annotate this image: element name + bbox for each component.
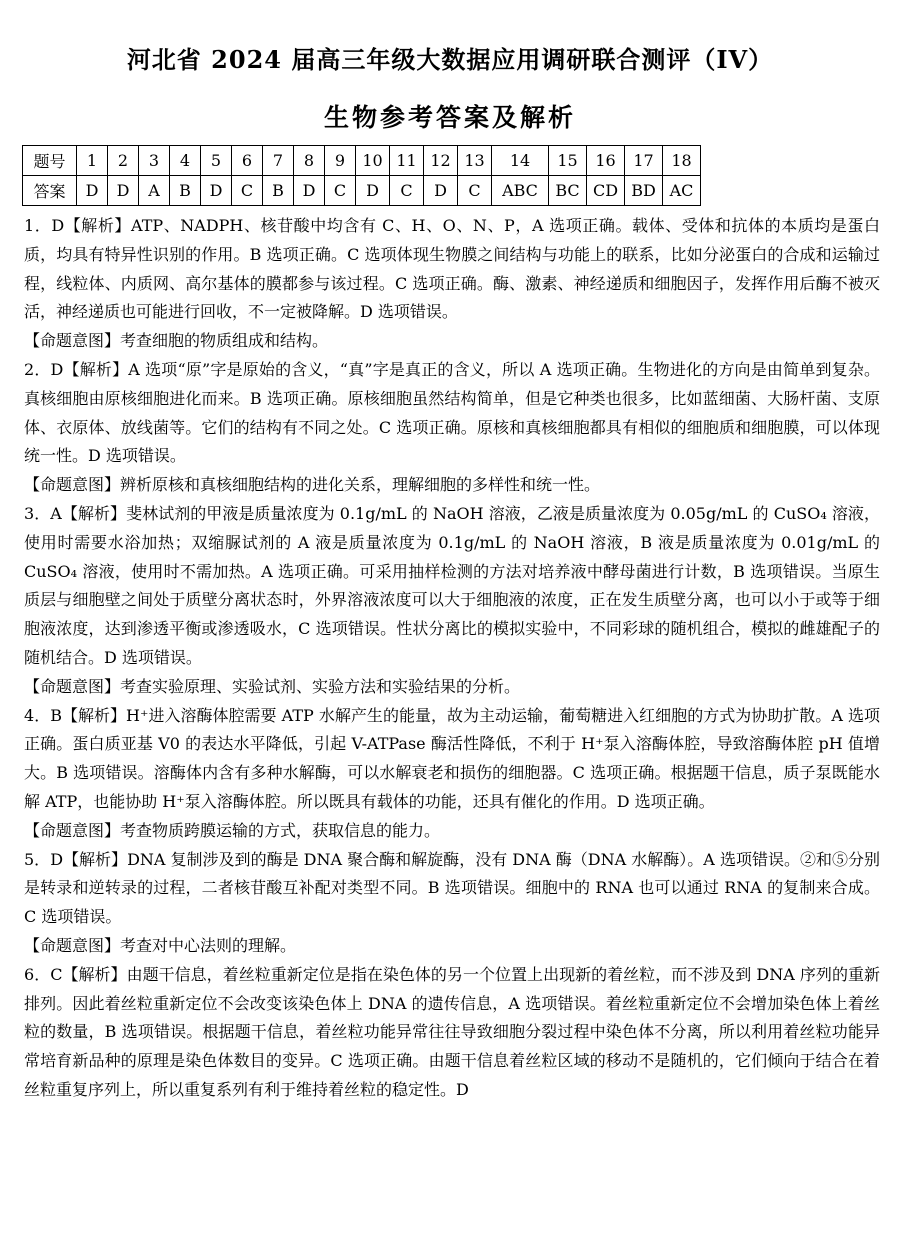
question-6-text: 由题干信息，着丝粒重新定位是指在染色体的另一个位置上出现新的着丝粒，而不涉及到 DNA 序列的重新排列。因此着丝粒重新定位不会改变该染色体上 DNA 的遗传信息，A 选项错误。着丝粒重新定位不会增加染色体上着丝粒的数量，B 选项错误。根据题干信息，着丝粒功能异常往往导致细胞分裂过程中染色体不分离，所以利用着丝粒功能异常培育新品种的原理是染色体数目的变异。C 选项正确。由题干信息着丝粒区域的移动不是随机的，它们倾向于结合在着丝粒重复序列上，所以重复系列有利于维持着丝粒的稳定性。D xyxy=(24,964,880,1099)
number-cell: 1 xyxy=(77,146,108,176)
number-cell: 2 xyxy=(108,146,139,176)
question-5-intent: 【命题意图】考查对中心法则的理解。 xyxy=(24,935,297,955)
answer-cell: B xyxy=(170,176,201,206)
question-2-intent: 【命题意图】辨析原核和真核细胞结构的进化关系，理解细胞的多样性和统一性。 xyxy=(24,475,601,495)
answer-cell: A xyxy=(139,176,170,206)
answer-cell: D xyxy=(77,176,108,206)
answer-cell: C xyxy=(232,176,263,206)
number-cell: 13 xyxy=(458,146,492,176)
question-4-explanation xyxy=(24,702,880,817)
row-label-number: 题号 xyxy=(23,146,77,176)
number-cell: 6 xyxy=(232,146,263,176)
answer-cell: ABC xyxy=(492,176,549,206)
number-cell: 9 xyxy=(325,146,356,176)
number-cell: 10 xyxy=(356,146,390,176)
number-cell: 11 xyxy=(390,146,424,176)
question-2-explanation xyxy=(24,356,880,471)
question-1-explanation xyxy=(24,212,880,327)
document-title: 河北省 2024 届高三年级大数据应用调研联合测评（IV） xyxy=(126,45,774,74)
question-1-head: 1．D【解析】 xyxy=(24,216,132,235)
question-5-explanation xyxy=(24,846,880,932)
question-5-text: DNA 复制涉及到的酶是 DNA 聚合酶和解旋酶，没有 DNA 酶（DNA 水解酶）。A 选项错误。②和⑤分别是转录和逆转录的过程，二者核苷酸互补配对类型不同。B 选项错误。细胞中的 RNA 也可以通过 RNA 的复制来合成。C 选项错误。 xyxy=(24,849,880,927)
row-label-answer: 答案 xyxy=(23,176,77,206)
question-3-head: 3．A【解析】 xyxy=(24,503,127,523)
answer-table-number-row xyxy=(23,146,701,176)
explanations xyxy=(24,212,880,1105)
question-6-head: 6．C【解析】 xyxy=(24,964,127,984)
question-4-head: 4．B【解析】 xyxy=(24,705,127,725)
number-cell: 18 xyxy=(663,146,701,176)
answer-cell: BD xyxy=(625,176,663,206)
number-cell: 14 xyxy=(492,146,549,176)
number-cell: 8 xyxy=(294,146,325,176)
answer-cell: CD xyxy=(587,176,625,206)
question-2-text: A 选项“原”字是原始的含义，“真”字是真正的含义，所以 A 选项正确。生物进化的方向是由简单到复杂。真核细胞由原核细胞进化而来。B 选项正确。原核细胞虽然结构简单，但是它种类也很多，比如蓝细菌、大肠杆菌、支原体、衣原体、放线菌等。它们的结构有不同之处。C 选项正确。原核和真核细胞都具有相似的细胞质和细胞膜，可以体现统一性。D 选项错误。 xyxy=(24,359,881,466)
number-cell: 12 xyxy=(424,146,458,176)
answer-cell: D xyxy=(201,176,232,206)
answer-cell: BC xyxy=(549,176,587,206)
question-5-head: 5．D【解析】 xyxy=(24,849,128,869)
number-cell: 4 xyxy=(170,146,201,176)
answer-cell: C xyxy=(458,176,492,206)
number-cell: 15 xyxy=(549,146,587,176)
question-2-head: 2．D【解析】 xyxy=(24,359,129,379)
question-3-text: 斐林试剂的甲液是质量浓度为 0.1g/mL 的 NaOH 溶液，乙液是质量浓度为 0.05g/mL 的 CuSO₄ 溶液，使用时需要水浴加热；双缩脲试剂的 A 液是质量浓度为 0.1g/mL 的 NaOH 溶液，B 液是质量浓度为 0.01g/mL 的 CuSO₄ 溶液，使用时不需加热。A 选项正确。可采用抽样检测的方法对培养液中酵母菌进行计数，B 选项错误。当原生质层与细胞壁之间处于质壁分离状态时，外界溶液浓度可以大于细胞液的浓度，正在发生质壁分离，也可以小于或等于细胞液浓度，达到渗透平衡或渗透吸水，C 选项错误。性状分离比的模拟实验中，不同彩球的随机组合，模拟的雌雄配子的随机结合。D 选项错误。 xyxy=(24,503,880,667)
number-cell: 3 xyxy=(139,146,170,176)
question-6-explanation xyxy=(24,961,880,1105)
answer-table-answer-row xyxy=(23,176,701,206)
answer-cell: C xyxy=(390,176,424,206)
answer-cell: B xyxy=(263,176,294,206)
answer-cell: D xyxy=(108,176,139,206)
answer-cell: C xyxy=(325,176,356,206)
answer-table xyxy=(22,145,701,206)
question-1-text: ATP、NADPH、核苷酸中均含有 C、H、O、N、P，A 选项正确。载体、受体和抗体的本质均是蛋白质，均具有特异性识别的作用。B 选项正确。C 选项体现生物膜之间结构与功能上的联系，比如分泌蛋白的合成和运输过程，线粒体、内质网、高尔基体的膜都参与该过程。C 选项正确。酶、激素、神经递质和细胞因子，发挥作用后酶不被灭活，神经递质也可能进行回收，不一定被降解。D 选项错误。 xyxy=(24,216,880,322)
number-cell: 5 xyxy=(201,146,232,176)
answer-cell: D xyxy=(356,176,390,206)
number-cell: 16 xyxy=(587,146,625,176)
answer-cell: D xyxy=(294,176,325,206)
number-cell: 7 xyxy=(263,146,294,176)
question-1-intent: 【命题意图】考查细胞的物质组成和结构。 xyxy=(24,331,329,351)
question-4-intent: 【命题意图】考查物质跨膜运输的方式，获取信息的能力。 xyxy=(24,820,441,840)
question-4-text: H⁺进入溶酶体腔需要 ATP 水解产生的能量，故为主动运输，葡萄糖进入红细胞的方式为协助扩散。A 选项正确。蛋白质亚基 V0 的表达水平降低，引起 V-ATPase 酶活性降低，不利于 H⁺泵入溶酶体腔，导致溶酶体腔 pH 值增大。B 选项错误。溶酶体内含有多种水解酶，可以水解衰老和损伤的细胞器。C 选项正确。根据题干信息，质子泵既能水解 ATP，也能协助 H⁺泵入溶酶体腔。所以既具有载体的功能，还具有催化的作用。D 选项正确。 xyxy=(24,705,880,811)
answer-cell: AC xyxy=(663,176,701,206)
document-subtitle: 生物参考答案及解析 xyxy=(323,103,576,132)
answer-cell: D xyxy=(424,176,458,206)
number-cell: 17 xyxy=(625,146,663,176)
question-3-intent: 【命题意图】考查实验原理、实验试剂、实验方法和实验结果的分析。 xyxy=(24,676,521,696)
question-3-explanation xyxy=(24,500,880,673)
